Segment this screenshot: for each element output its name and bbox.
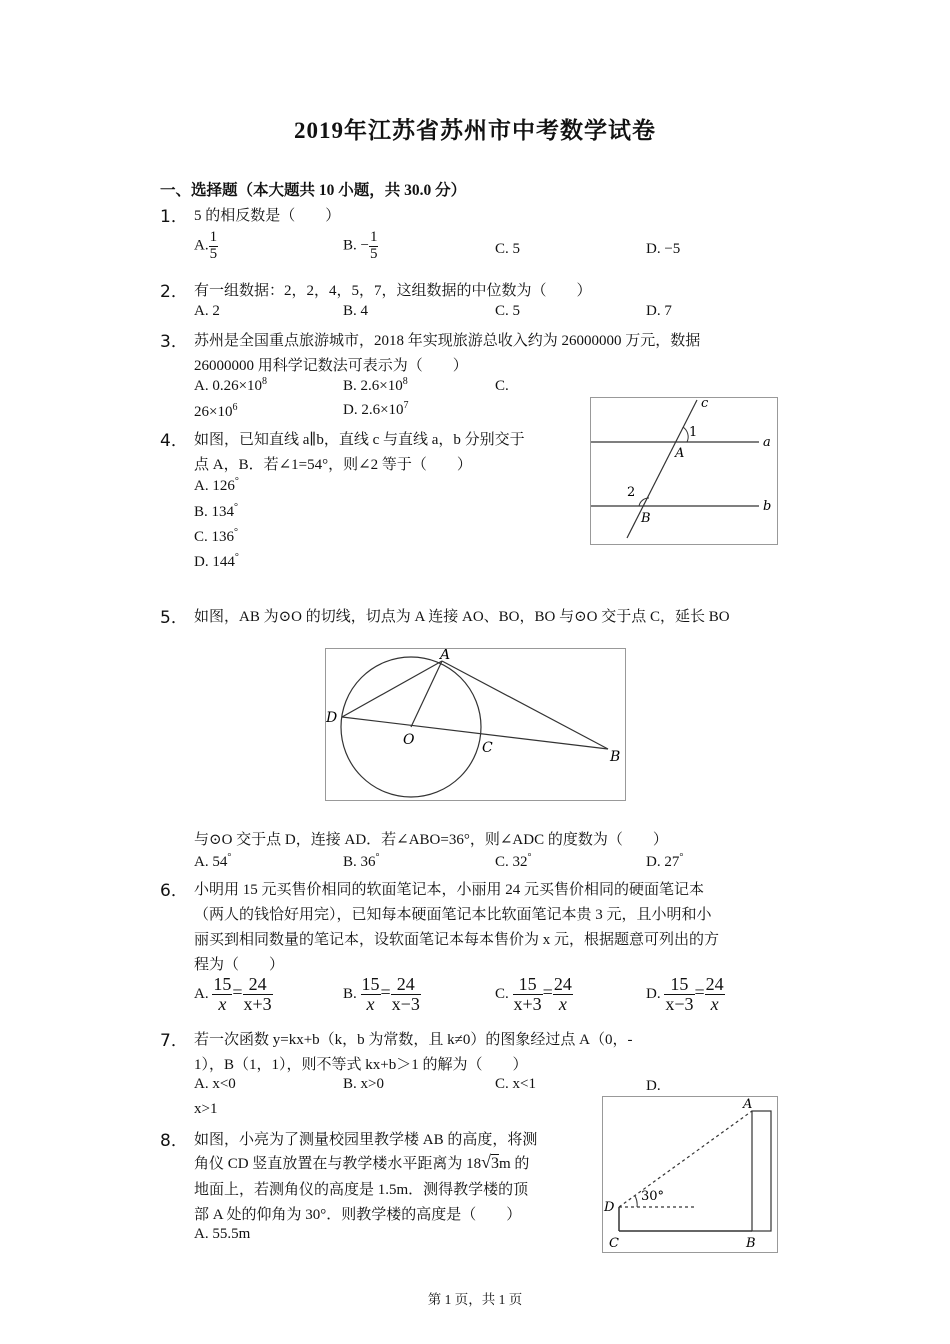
q5-figure bbox=[325, 648, 626, 801]
q3-number: 3． bbox=[160, 332, 188, 352]
line-c bbox=[627, 400, 697, 538]
q4-stem-line2: 点 A，B．若∠1=54°，则∠2 等于（ ） bbox=[194, 457, 472, 473]
q7-option-d-label[interactable]: D. bbox=[646, 1078, 661, 1094]
q3-stem-line1: 苏州是全国重点旅游城市，2018 年实现旅游总收入约为 26000000 万元，数据 bbox=[194, 333, 701, 349]
elevation-angle-diagram bbox=[603, 1097, 777, 1252]
q5-option-b[interactable]: B. 36° bbox=[343, 852, 380, 870]
q6-number: 6． bbox=[160, 881, 188, 901]
label-B: B bbox=[641, 511, 651, 526]
label-B: B bbox=[746, 1236, 756, 1251]
q7-option-d[interactable]: x>1 bbox=[194, 1101, 218, 1117]
q5-stem-line2: 与⊙O 交于点 D，连接 AD．若∠ABO=36°，则∠ADC 的度数为（ ） bbox=[194, 832, 668, 848]
label-1: 1 bbox=[689, 425, 698, 440]
line-ao bbox=[411, 661, 442, 727]
label-B: B bbox=[610, 749, 621, 765]
q4-stem-line1: 如图，已知直线 a∥b，直线 c 与直线 a，b 分别交于 bbox=[194, 432, 525, 448]
q7-option-c[interactable]: C. x<1 bbox=[495, 1076, 536, 1092]
q4-option-b[interactable]: B. 134° bbox=[194, 502, 239, 520]
q2-number: 2． bbox=[160, 282, 188, 302]
q8-number: 8． bbox=[160, 1131, 188, 1151]
label-D: D bbox=[326, 710, 338, 726]
q4-option-d[interactable]: D. 144° bbox=[194, 552, 239, 570]
q7-number: 7． bbox=[160, 1031, 188, 1051]
q2-option-a[interactable]: A. 2 bbox=[194, 303, 220, 319]
circle-tangent-diagram bbox=[326, 649, 625, 800]
q8-figure bbox=[602, 1096, 778, 1253]
q3-option-c-label[interactable]: C. bbox=[495, 378, 509, 394]
label-A: A bbox=[675, 446, 685, 461]
q4-option-c[interactable]: C. 136° bbox=[194, 527, 239, 545]
q5-stem-line1: 如图，AB 为⊙O 的切线，切点为 A 连接 AO、BO，BO 与⊙O 交于点 C，延长 BO bbox=[194, 609, 730, 625]
parallel-lines-diagram bbox=[591, 398, 777, 544]
q1-option-d[interactable]: D. −5 bbox=[646, 241, 681, 257]
q7-stem-line2: 1），B（1，1），则不等式 kx+b＞1 的解为（ ） bbox=[194, 1057, 528, 1073]
sightline-da bbox=[619, 1111, 752, 1207]
label-O: O bbox=[403, 732, 415, 748]
q6-stem-line1: 小明用 15 元买售价相同的软面笔记本，小丽用 24 元买售价相同的硬面笔记本 bbox=[194, 882, 705, 898]
q2-option-c[interactable]: C. 5 bbox=[495, 303, 521, 319]
label-a: a bbox=[763, 435, 771, 450]
q3-option-c[interactable]: $26\times 10^6$ bbox=[194, 402, 238, 420]
q5-option-c[interactable]: C. 32° bbox=[495, 852, 532, 870]
q3-option-b[interactable]: B. $2.6\times 10^8$ bbox=[343, 376, 408, 394]
label-c: c bbox=[701, 398, 709, 411]
angle-arc bbox=[635, 1196, 637, 1207]
q2-option-d[interactable]: D. 7 bbox=[646, 303, 672, 319]
q8-stem-line4: 部 A 处的仰角为 30°．则教学楼的高度是（ ） bbox=[194, 1207, 522, 1223]
q6-stem-line3: 丽买到相同数量的笔记本，设软面笔记本每本售价为 x 元，根据题意可列出的方 bbox=[194, 932, 720, 948]
angle-1-arc bbox=[683, 427, 688, 442]
q1-option-a[interactable]: A. $\frac{1}{5}$ bbox=[194, 229, 218, 262]
q8-option-a[interactable]: A. 55.5m bbox=[194, 1226, 251, 1242]
q6-option-d[interactable]: D. $\frac{15}{x-3}$ = $\frac{24}{x}$ bbox=[646, 974, 724, 1014]
q2-stem: 有一组数据：2，2，4，5，7，这组数据的中位数为（ ） bbox=[194, 283, 592, 299]
q7-option-a[interactable]: A. x<0 bbox=[194, 1076, 236, 1092]
q8-stem-line1: 如图，小亮为了测量校园里教学楼 AB 的高度，将测 bbox=[194, 1132, 538, 1148]
label-A: A bbox=[743, 1097, 753, 1112]
q7-stem-line1: 若一次函数 y=kx+b（k，b 为常数，且 k≠0）的图象经过点 A（0，- bbox=[194, 1032, 633, 1048]
q8-stem-line2: 角仪 CD 竖直放置在与教学楼水平距离为 18√3m 的 bbox=[194, 1152, 530, 1172]
q4-figure bbox=[590, 397, 778, 545]
q3-stem-line2: 26000000 用科学记数法可表示为（ ） bbox=[194, 358, 468, 374]
q3-option-d[interactable]: D. $2.6\times 10^7$ bbox=[343, 400, 409, 418]
q6-option-c[interactable]: C. $\frac{15}{x+3}$ = $\frac{24}{x}$ bbox=[495, 974, 572, 1014]
q7-option-b[interactable]: B. x>0 bbox=[343, 1076, 384, 1092]
line-da bbox=[342, 661, 442, 717]
q1-option-b[interactable]: B. − $\frac{1}{5}$ bbox=[343, 229, 378, 262]
line-db bbox=[342, 717, 608, 749]
label-30deg: 30° bbox=[641, 1189, 665, 1204]
label-b: b bbox=[763, 499, 772, 514]
label-D: D bbox=[604, 1200, 615, 1215]
label-C: C bbox=[482, 740, 493, 756]
q6-option-a[interactable]: A. $\frac{15}{x}$ = $\frac{24}{x+3}$ bbox=[194, 974, 272, 1014]
q5-option-a[interactable]: A. 54° bbox=[194, 852, 232, 870]
q6-stem-line4: 程为（ ） bbox=[194, 957, 285, 973]
q6-option-b[interactable]: B. $\frac{15}{x}$ = $\frac{24}{x-3}$ bbox=[343, 974, 420, 1014]
q3-option-a[interactable]: A. $0.26\times 10^8$ bbox=[194, 376, 268, 394]
q1-option-c[interactable]: C. 5 bbox=[495, 241, 521, 257]
q5-option-d[interactable]: D. 27° bbox=[646, 852, 684, 870]
section-heading: 一、选择题（本大题共 10 小题，共 30.0 分） bbox=[160, 182, 467, 199]
building-ab bbox=[752, 1111, 771, 1231]
q4-number: 4． bbox=[160, 431, 188, 451]
page-title: 2019年江苏省苏州市中考数学试卷 bbox=[294, 118, 656, 143]
q1-stem: 5 的相反数是（ ） bbox=[194, 208, 341, 224]
label-C: C bbox=[609, 1236, 619, 1251]
page-footer: 第 1 页，共 1 页 bbox=[427, 1292, 523, 1307]
q2-option-b[interactable]: B. 4 bbox=[343, 303, 369, 319]
q5-number: 5． bbox=[160, 608, 188, 628]
label-A: A bbox=[440, 649, 451, 663]
q1-number: 1． bbox=[160, 207, 188, 227]
q4-option-a[interactable]: A. 126° bbox=[194, 476, 239, 494]
line-ab bbox=[442, 661, 608, 749]
q8-stem-line3: 地面上，若测角仪的高度是 1.5m．测得教学楼的顶 bbox=[194, 1182, 529, 1198]
q6-stem-line2: （两人的钱恰好用完），已知每本硬面笔记本比软面笔记本贵 3 元，且小明和小 bbox=[194, 907, 712, 923]
label-2: 2 bbox=[627, 485, 636, 500]
